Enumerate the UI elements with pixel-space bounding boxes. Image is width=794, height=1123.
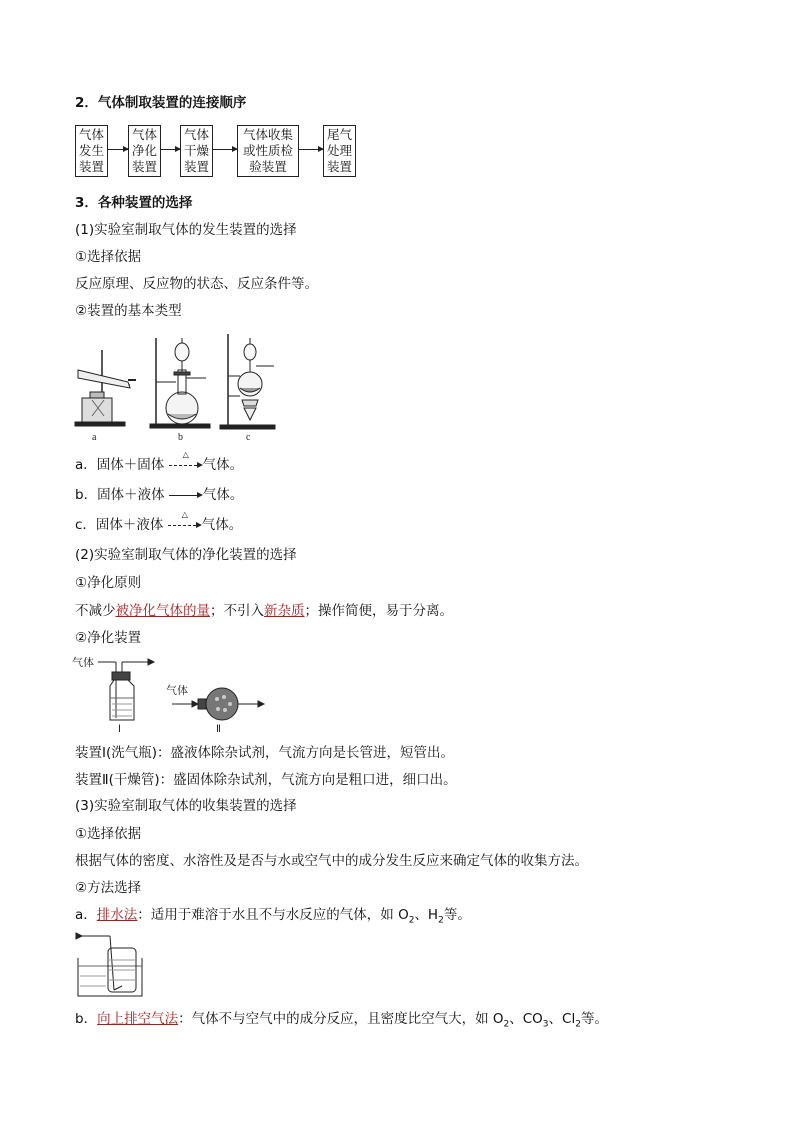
flow-arrow — [108, 149, 128, 150]
sec1-basis-title: ①选择依据 — [75, 249, 142, 265]
flow-arrow — [213, 149, 237, 150]
heating-arrow: △ — [169, 458, 203, 472]
fig-label-I: Ⅰ — [118, 724, 121, 734]
sec2-title: (2)实验室制取气体的净化装置的选择 — [75, 547, 297, 563]
purification-device-figure — [72, 652, 272, 734]
sec1-types-title: ②装置的基本类型 — [75, 303, 182, 319]
gas-label-drying: 气体 — [166, 684, 188, 697]
heating-arrow: △ — [168, 518, 202, 532]
connection-flow-diagram — [75, 125, 375, 179]
flow-box-generation: 气体 发生 装置 — [75, 125, 108, 177]
method-water-displacement: a．排水法：适用于难溶于水且不与水反应的气体，如 $O_2$、$H_2$等。 — [75, 907, 471, 926]
flow-box-drying: 气体 干燥 装置 — [180, 125, 213, 177]
method-upward-air-displacement: b．向上排空气法：气体不与空气中的成分反应，且密度比空气大，如 $O_2$、$CO_3$、$Cl_2$等。 — [75, 1011, 608, 1030]
sec1-basis-text: 反应原理、反应物的状态、反应条件等。 — [75, 276, 318, 292]
flow-box-tail-gas: 尾气 处理 装置 — [323, 125, 356, 177]
fig-label-c: c — [246, 432, 251, 443]
fig-label-a: a — [92, 432, 97, 443]
flow-arrow — [161, 149, 180, 150]
sec2-device-1: 装置Ⅰ(洗气瓶)：盛液体除杂试剂，气流方向是长管进，短管出。 — [75, 745, 455, 761]
sec2-device-title: ②净化装置 — [75, 630, 142, 646]
sec1-title: (1)实验室制取气体的发生装置的选择 — [75, 222, 297, 238]
sec2-principle-text: 不减少被净化气体的量；不引入新杂质；操作简便，易于分离。 — [75, 603, 453, 619]
flow-box-purification: 气体 净化 装置 — [128, 125, 161, 177]
reaction-line-c: c．固体＋液体 △ 气体。 — [75, 510, 243, 533]
stand-base — [75, 422, 125, 426]
gas-label-washing: 气体 — [72, 656, 94, 669]
flow-arrow — [299, 149, 323, 150]
sec2-device-2: 装置Ⅱ(干燥管)：盛固体除杂试剂，气流方向是粗口进，细口出。 — [75, 772, 457, 788]
reaction-line-a: a．固体＋固体 △ 气体。 — [75, 450, 244, 473]
sec3-method-title: ②方法选择 — [75, 880, 142, 896]
fig-label-II: Ⅱ — [216, 724, 221, 734]
flow-box-collection: 气体收集 或性质检 验装置 — [237, 125, 299, 177]
generation-apparatus-figure — [70, 330, 280, 445]
sec3-title: (3)实验室制取气体的收集装置的选择 — [75, 798, 297, 814]
sec2-principle-title: ①净化原则 — [75, 575, 142, 591]
reaction-arrow — [169, 488, 203, 502]
sec3-basis-text: 根据气体的密度、水溶性及是否与水或空气中的成分发生反应来确定气体的收集方法。 — [75, 853, 588, 869]
section-heading-device-selection: 3．各种装置的选择 — [75, 195, 193, 211]
fig-label-b: b — [178, 432, 183, 443]
sec3-basis-title: ①选择依据 — [75, 826, 142, 842]
section-heading-connection-order: 2．气体制取装置的连接顺序 — [75, 95, 247, 111]
water-displacement-figure — [70, 930, 160, 1000]
reaction-line-b: b．固体＋液体 气体。 — [75, 487, 244, 503]
